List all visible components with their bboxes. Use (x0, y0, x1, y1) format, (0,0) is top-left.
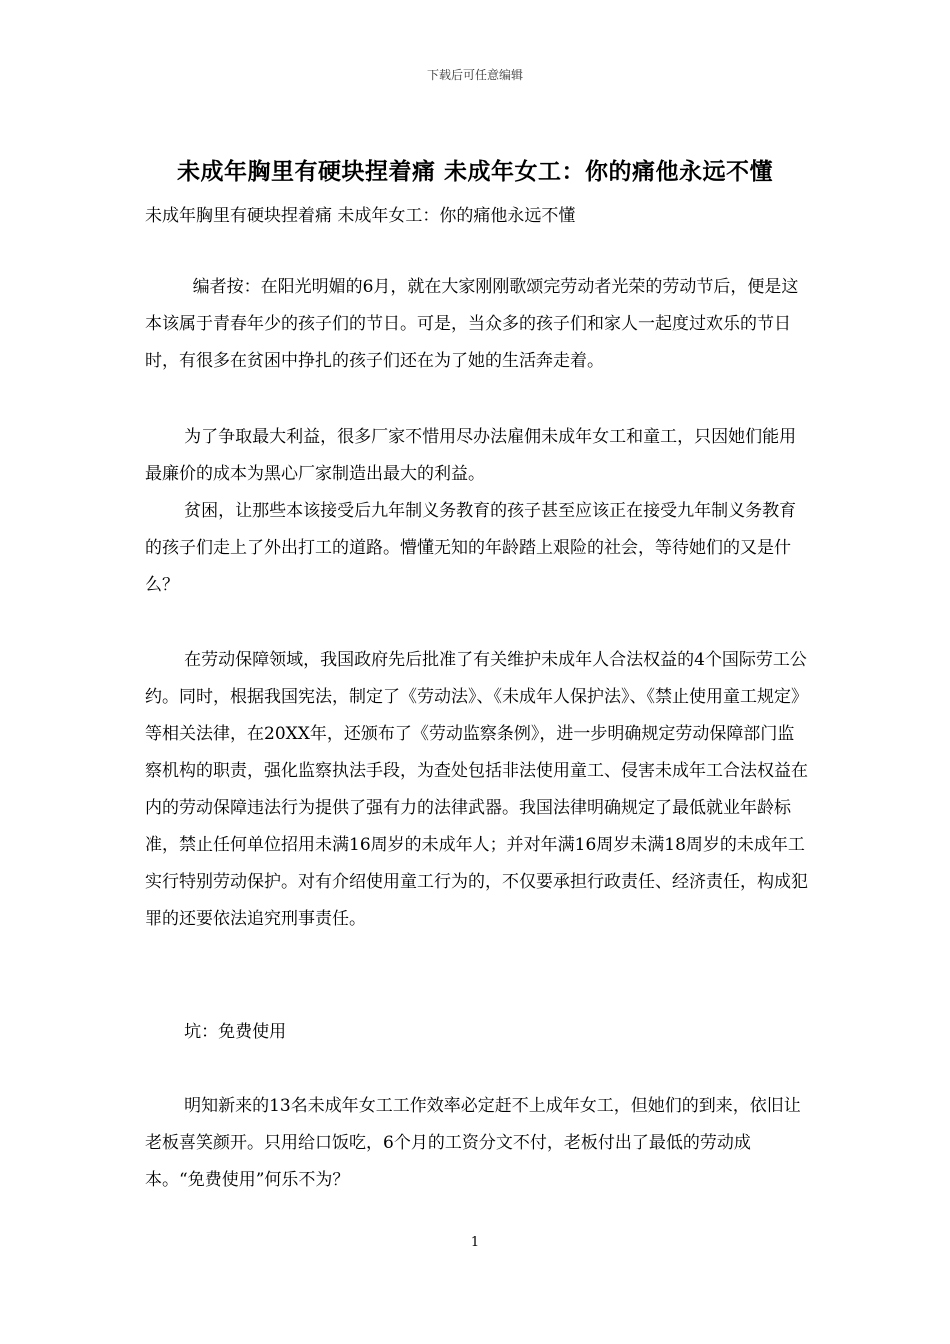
document-subtitle: 未成年胸里有硬块捏着痛 未成年女工：你的痛他永远不懂 (145, 206, 576, 226)
paragraph-4: 明知新来的13名未成年女工工作效率必定赶不上成年女工，但她们的到来，依旧让老板喜笑颜开。只用给口饭吃，6个月的工资分文不付，老板付出了最低的劳动成本。“免费使用”何乐不为？ (145, 1096, 801, 1190)
editor-note-paragraph: 编者按：在阳光明媚的6月，就在大家刚刚歌颂完劳动者光荣的劳动节后，便是这本该属于青春年少的孩子们的节日。可是，当众多的孩子们和家人一起度过欢乐的节日时，有很多在贫困中挣扎的孩子们还在为了她的生活奔走着。 (145, 277, 799, 371)
paragraph-2: 贫困，让那些本该接受后九年制义务教育的孩子甚至应该正在接受九年制义务教育的孩子们走上了外出打工的道路。懵懂无知的年龄踏上艰险的社会，等待她们的又是什么？ (145, 501, 797, 595)
body-block-3 (145, 1088, 810, 1199)
editor-note-block (145, 269, 810, 380)
section-heading: 坑：免费使用 (184, 1022, 287, 1042)
section-heading-block (145, 1014, 810, 1051)
page-number: 1 (470, 1235, 480, 1250)
document-title: 未成年胸里有硬块捏着痛 未成年女工：你的痛他永远不懂 (176, 158, 773, 185)
body-block-2 (145, 642, 810, 938)
body-block-1 (145, 419, 810, 604)
header-note: 下载后可任意编辑 (426, 68, 523, 82)
paragraph-1: 为了争取最大利益，很多厂家不惜用尽办法雇佣未成年女工和童工，只因她们能用最廉价的成本为黑心厂家制造出最大的利益。 (145, 427, 797, 484)
paragraph-3: 在劳动保障领域，我国政府先后批准了有关维护未成年人合法权益的4个国际劳工公约。同时，根据我国宪法，制定了《劳动法》、《未成年人保护法》、《禁止使用童工规定》等相关法律，在20XX年，还颁布了《劳动监察条例》，进一步明确规定劳动保障部门监察机构的职责，强化监察执法手段，为查处包括非法使用童工、侵害未成年工合法权益在内的劳动保障违法行为提供了强有力的法律武器。我国法律明确规定了最低就业年龄标准，禁止任何单位招用未满16周岁的未成年人；并对年满16周岁未满18周岁的未成年工实行特别劳动保护。对有介绍使用童工行为的，不仅要承担行政责任、经济责任，构成犯罪的还要依法追究刑事责任。 (145, 650, 808, 929)
